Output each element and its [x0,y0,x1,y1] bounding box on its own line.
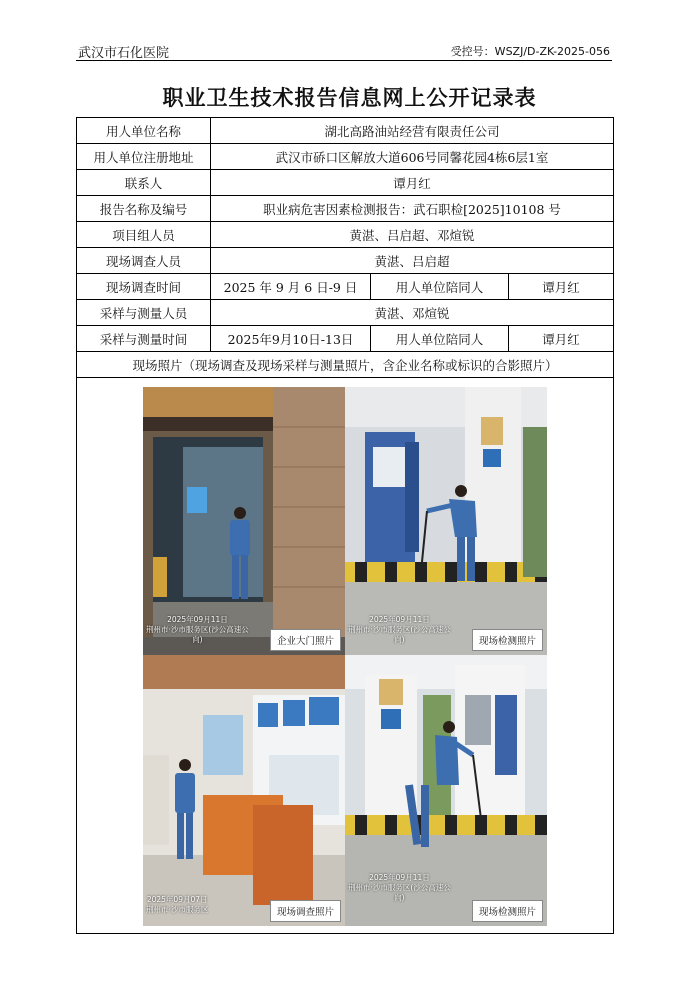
header-divider [76,60,612,61]
photo-pump-1-watermark: 2025年09月11日 荆州市·沙市服务区(沙公高速公 向) [348,615,451,644]
value-sampling-time: 2025年9月10日-13日 [211,326,371,352]
value-report: 职业病危害因素检测报告：武石职检[2025]10108 号 [211,196,614,222]
value-project-team: 黄湛、吕启超、邓煊锐 [211,222,614,248]
row-sampling-time [77,326,614,352]
photo-pump-2-watermark: 2025年09月11日 荆州市·沙市服务区(沙公高速公 向) [348,873,451,902]
row-survey-time [77,274,614,300]
photo-pump-2-caption: 现场检测照片 [472,900,543,922]
value-contact: 谭月红 [211,170,614,196]
photo-gate-caption: 企业大门照片 [270,629,341,651]
label-contact: 联系人 [77,170,211,196]
photo-pump-1 [345,387,547,655]
label-survey-escort: 用人单位陪同人 [371,274,509,300]
row-project-team [77,222,614,248]
row-unit-name [77,118,614,144]
row-report [77,196,614,222]
photo-pump-1-caption: 现场检测照片 [472,629,543,651]
label-report: 报告名称及编号 [77,196,211,222]
row-photos [77,378,614,934]
label-sampling-staff: 采样与测量人员 [77,300,211,326]
row-survey-staff [77,248,614,274]
page-title: 职业卫生技术报告信息网上公开记录表 [162,86,537,110]
row-unit-address [77,144,614,170]
label-sampling-escort: 用人单位陪同人 [371,326,509,352]
photo-store [143,655,345,926]
label-unit-address: 用人单位注册地址 [77,144,211,170]
value-survey-time: 2025 年 9 月 6 日-9 日 [211,274,371,300]
value-sampling-staff: 黄湛、邓煊锐 [211,300,614,326]
value-survey-escort: 谭月红 [509,274,614,300]
label-survey-time: 现场调查时间 [77,274,211,300]
hospital-name: 武汉市石化医院 [78,46,170,61]
row-sampling-staff [77,300,614,326]
value-sampling-escort: 谭月红 [509,326,614,352]
label-sampling-time: 采样与测量时间 [77,326,211,352]
record-table [76,117,614,934]
value-unit-address: 武汉市硚口区解放大道606号同馨花园4栋6层1室 [211,144,614,170]
photo-store-caption: 现场调查照片 [270,900,341,922]
label-project-team: 项目组人员 [77,222,211,248]
photos-cell [77,378,614,934]
label-survey-staff: 现场调查人员 [77,248,211,274]
photo-pump-2 [345,655,547,926]
value-survey-staff: 黄湛、吕启超 [211,248,614,274]
value-unit-name: 湖北高路油站经营有限责任公司 [211,118,614,144]
photo-store-watermark: 2025年09月07日 荆州市·沙市服务区 [146,895,209,914]
label-unit-name: 用人单位名称 [77,118,211,144]
record-number: 受控号：WSZJ/D-ZK-2025-056 [450,45,610,58]
photos-section-label: 现场照片（现场调查及现场采样与测量照片，含企业名称或标识的合影照片） [77,352,614,378]
photo-gate-watermark: 2025年09月11日 荆州市·沙市服务区(沙公高速公 向) [146,615,249,644]
row-photos-label [77,352,614,378]
photo-grid [143,387,547,926]
photo-gate [143,387,345,655]
row-contact [77,170,614,196]
